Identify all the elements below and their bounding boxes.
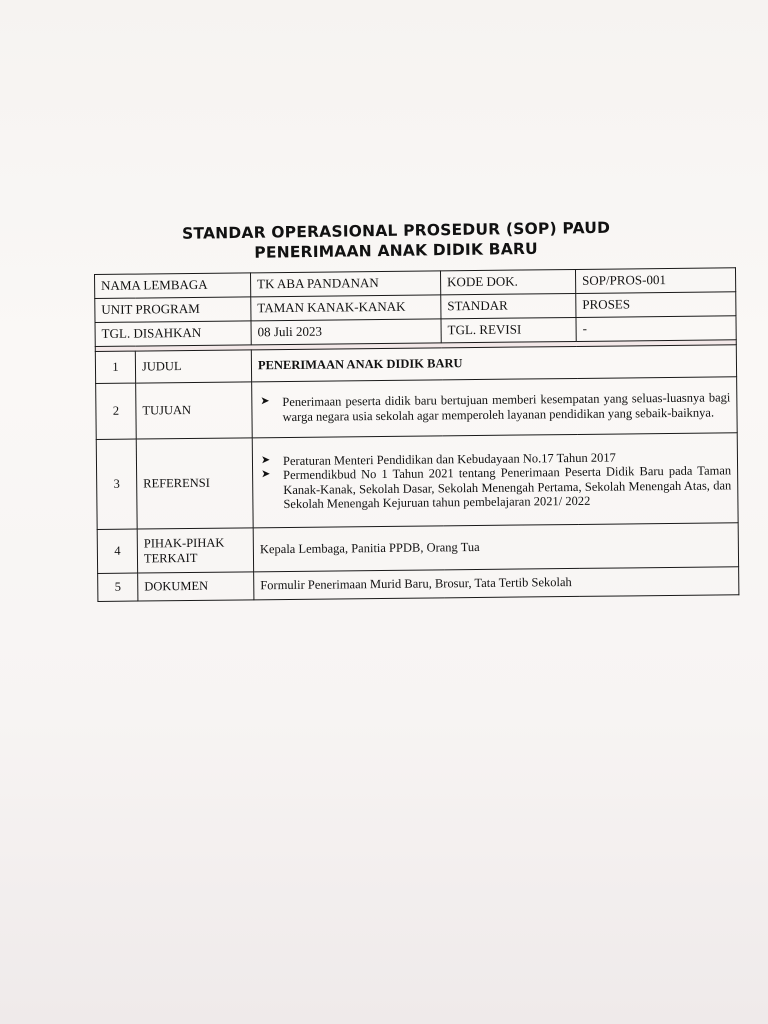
- document-title: STANDAR OPERASIONAL PROSEDUR (SOP) PAUD: [181, 218, 611, 243]
- arrow-right-icon: ➤: [260, 395, 270, 408]
- unit-program-label: UNIT PROGRAM: [95, 297, 251, 323]
- list-item-text: Permendikbud No 1 Tahun 2021 tentang Penerimaan Peserta Didik Baru pada Taman Kanak-Kanak, Sekolah Dasar, Sekolah Menengah Pertama, Sekolah Menengah Atas, dan Sekolah Menengah Kejuruan tahun pembelajaran 2021/ 2022: [283, 463, 732, 511]
- row-content: PENERIMAAN ANAK DIDIK BARU: [251, 345, 736, 382]
- nama-lembaga-label: NAMA LEMBAGA: [95, 273, 251, 299]
- row-label: JUDUL: [135, 350, 251, 383]
- row-label: PIHAK-PIHAK TERKAIT: [137, 528, 253, 573]
- row-content: Formulir Penerimaan Murid Baru, Brosur, Tata Tertib Sekolah: [254, 567, 739, 600]
- row-content: [252, 433, 738, 528]
- kode-dok-label: KODE DOK.: [441, 269, 576, 294]
- table-row-tujuan: [96, 377, 738, 440]
- row-number: 1: [95, 351, 135, 383]
- tgl-revisi-label: TGL. REVISI: [441, 317, 576, 342]
- table-row-pihak-terkait: [97, 523, 738, 574]
- table-row-referensi: [96, 433, 738, 530]
- document-subtitle: PENERIMAAN ANAK DIDIK BARU: [254, 239, 538, 262]
- arrow-right-icon: ➤: [260, 453, 271, 467]
- tgl-revisi-value: -: [576, 316, 736, 342]
- list-item: [259, 463, 731, 511]
- row-content: Kepala Lembaga, Panitia PPDB, Orang Tua: [253, 523, 738, 572]
- row-number: 5: [98, 573, 138, 601]
- list-item-text: Peraturan Menteri Pendidikan dan Kebudayaan No.17 Tahun 2017: [282, 450, 616, 468]
- list-item-text: Penerimaan peserta didik baru bertujuan memberi kesempatan yang seluas-luasnya bagi warga negara usia sekolah agar memperoleh layanan pendidikan yang sebaik-baiknya.: [282, 390, 731, 424]
- table-row-dokumen: [98, 567, 739, 602]
- row-label: DOKUMEN: [138, 572, 254, 601]
- row-number: 3: [96, 439, 137, 529]
- tgl-disahkan-label: TGL. DISAHKAN: [95, 321, 251, 347]
- standar-value: PROSES: [576, 292, 736, 318]
- row-content: [252, 377, 738, 438]
- kode-dok-value: SOP/PROS-001: [575, 268, 735, 294]
- tgl-disahkan-value: 08 Juli 2023: [251, 319, 441, 345]
- sop-table: [94, 267, 738, 602]
- row-number: 4: [97, 529, 137, 573]
- bullet-list: [259, 449, 732, 511]
- list-item: [258, 390, 730, 424]
- nama-lembaga-value: TK ABA PANDANAN: [251, 271, 441, 297]
- row-label: TUJUAN: [136, 382, 253, 439]
- standar-label: STANDAR: [441, 293, 576, 318]
- row-number: 2: [96, 383, 137, 439]
- arrow-right-icon: ➤: [261, 468, 271, 481]
- row-label: REFERENSI: [136, 438, 253, 529]
- bullet-list: [258, 390, 730, 424]
- unit-program-value: TAMAN KANAK-KANAK: [251, 295, 441, 321]
